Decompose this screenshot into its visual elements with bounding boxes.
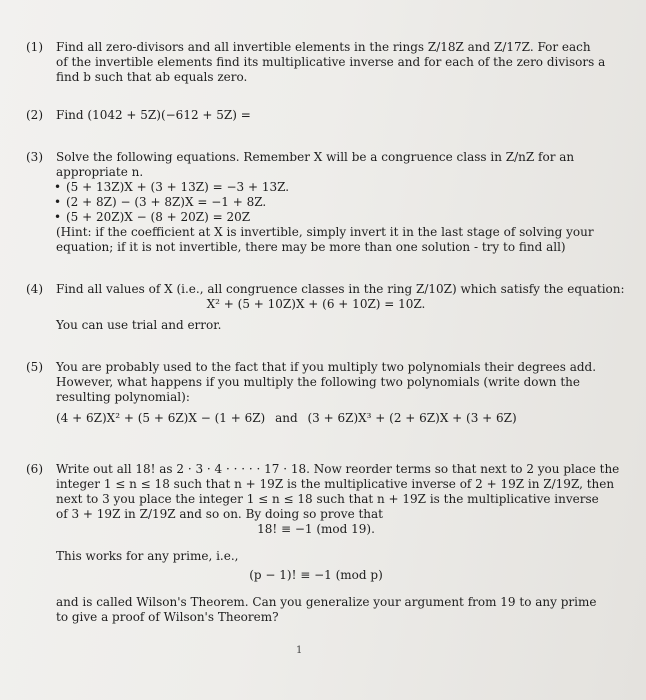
problem-number: (4) — [26, 282, 43, 296]
problem-number: (2) — [26, 108, 43, 122]
problem-text: However, what happens if you multiply the following two polynomials (write down the — [56, 375, 580, 389]
problem-text: This works for any prime, i.e., — [56, 549, 239, 563]
problem-1 — [26, 40, 606, 85]
and-word: and — [275, 411, 298, 425]
problem-text: Write out all 18! as 2 · 3 · 4 · · · · · 17 · 18. Now reorder terms so that next to 2 you place the — [56, 462, 620, 476]
equation-display: X² + (5 + 10Z)X + (6 + 10Z) = 10Z. — [206, 297, 426, 311]
equation-item: • (5 + 13Z)X + (3 + 13Z) = −3 + 13Z. — [26, 180, 606, 195]
problem-number: (3) — [26, 150, 43, 164]
problem-3 — [26, 150, 606, 255]
problem-5 — [26, 360, 606, 426]
problem-text: You are probably used to the fact that if you multiply two polynomials their degrees add. — [56, 360, 597, 374]
polynomial-2: (3 + 6Z)X³ + (2 + 6Z)X + (3 + 6Z) — [307, 411, 517, 425]
polynomial-1: (4 + 6Z)X² + (5 + 6Z)X − (1 + 6Z) — [56, 411, 266, 425]
equation-item: • (2 + 8Z) − (3 + 8Z)X = −1 + 8Z. — [26, 195, 606, 210]
equation-item: • (5 + 20Z)X − (8 + 20Z) = 20Z — [26, 210, 606, 225]
equation-display: (p − 1)! ≡ −1 (mod p) — [249, 568, 383, 582]
problem-text: Find (1042 + 5Z)(−612 + 5Z) = — [56, 108, 251, 122]
equation-display: 18! ≡ −1 (mod 19). — [257, 522, 375, 536]
problem-text: integer 1 ≤ n ≤ 18 such that n + 19Z is the multiplicative inverse of 2 + 19Z in Z/19Z, then — [56, 477, 615, 491]
page-number: 1 — [296, 645, 303, 656]
problem-number: (5) — [26, 360, 43, 374]
hint-text: equation; if it is not invertible, there may be more than one solution - try to find all) — [56, 240, 566, 254]
problem-text: Solve the following equations. Remember X will be a congruence class in Z/nZ for an — [56, 150, 575, 164]
problem-text: Find all values of X (i.e., all congruence classes in the ring Z/10Z) which satisfy the equation: — [56, 282, 625, 296]
problem-text: of the invertible elements find its multiplicative inverse and for each of the zero divisors a — [56, 55, 606, 69]
problem-4 — [26, 282, 625, 333]
hint-text: (Hint: if the coefficient at X is invertible, simply invert it in the last stage of solving your — [56, 225, 594, 239]
problem-text: of 3 + 19Z in Z/19Z and so on. By doing so prove that — [56, 507, 384, 521]
problem-text: to give a proof of Wilson's Theorem? — [56, 610, 279, 624]
problem-text: You can use trial and error. — [56, 318, 222, 332]
problem-number: (1) — [26, 40, 43, 54]
problem-number: (6) — [26, 462, 43, 476]
problem-text: Find all zero-divisors and all invertible elements in the rings Z/18Z and Z/17Z. For each — [56, 40, 591, 54]
problem-text: find b such that ab equals zero. — [56, 70, 248, 84]
problem-6 — [26, 462, 620, 625]
problem-2 — [26, 108, 606, 123]
problem-text: next to 3 you place the integer 1 ≤ n ≤ 18 such that n + 19Z is the multiplicative inverse — [56, 492, 599, 506]
problem-text: and is called Wilson's Theorem. Can you generalize your argument from 19 to any prime — [56, 595, 597, 609]
problem-text: appropriate n. — [56, 165, 144, 179]
problem-text: resulting polynomial): — [56, 390, 190, 404]
